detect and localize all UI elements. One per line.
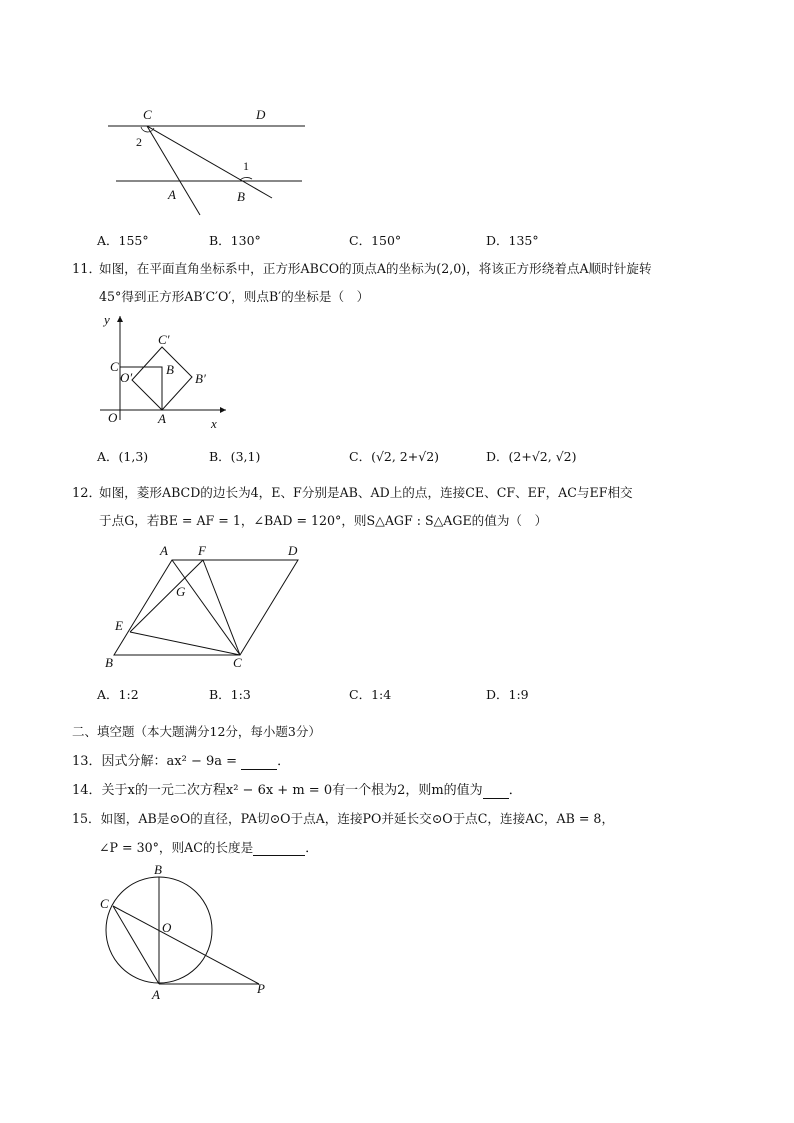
q13-line [72, 750, 290, 770]
fig10-label-1: 1 [243, 159, 249, 173]
q14-line [72, 779, 522, 799]
section-fill-in-heading: 二、填空题（本大题满分12分，每小题3分） [72, 724, 321, 739]
q13-answer-blank [241, 754, 277, 770]
fig15-label-A: A [152, 987, 160, 1002]
q12-option-c: C．1:4 [349, 687, 392, 702]
q15-line2 [99, 837, 318, 856]
q10-option-a: A．155° [97, 233, 149, 248]
q12-text-line2: 于点G，若BE = AF = 1，∠BAD = 120°，则S△AGF : S△AGE的值为（ ） [99, 513, 548, 528]
q15-end: ． [305, 840, 318, 855]
q13-text: 13．因式分解：ax² − 9a = [72, 754, 242, 769]
fig11-label-Bprime: B′ [195, 371, 206, 386]
fig11-label-Oprime: O′ [120, 370, 133, 385]
q15-answer-blank [253, 840, 305, 856]
fig15-label-B: B [154, 862, 162, 877]
fig11-label-A: A [158, 411, 166, 426]
q10-option-b: B．130° [209, 233, 261, 248]
q12-number: 12． [72, 486, 102, 501]
q11-option-c: C．(√2, 2+√2) [349, 449, 440, 464]
q11-text-line1: 如图，在平面直角坐标系中，正方形ABCO的顶点A的坐标为(2,0)，将该正方形绕着点A顺时针旋转 [99, 261, 652, 276]
figure-q15-circle-tangent [96, 860, 281, 1005]
fig15-label-O: O [162, 920, 172, 935]
q15-text-line1: 15．如图，AB是⊙O的直径，PA切⊙O于点A，连接PO并延长交⊙O于点C，连接AC，AB = 8， [72, 811, 615, 826]
fig15-label-C: C [100, 896, 109, 911]
q12-text-line1: 如图，菱形ABCD的边长为4，E、F分别是AB、AD上的点，连接CE、CF、EF，AC与EF相交 [99, 485, 633, 500]
fig15-label-P: P [257, 981, 265, 996]
q10-option-c: C．150° [349, 233, 402, 248]
q15-text-line2: ∠P = 30°，则AC的长度是 [99, 840, 254, 855]
fig12-label-F: F [198, 543, 206, 558]
fig12-label-D: D [288, 543, 298, 558]
fig11-label-y: y [104, 312, 110, 327]
fig11-label-C: C [110, 359, 119, 374]
q10-option-d: D．135° [486, 233, 539, 248]
fig12-label-B: B [105, 655, 113, 670]
q11-number: 11． [72, 262, 102, 277]
fig10-label-B: B [237, 189, 245, 204]
figure-q11-coordinate-squares [96, 310, 246, 435]
q12-option-d: D．1:9 [486, 687, 529, 702]
q11-text-line2: 45°得到正方形AB′C′O′，则点B′的坐标是（ ） [99, 289, 370, 304]
q14-answer-blank [483, 783, 509, 799]
fig10-label-D: D [256, 107, 266, 122]
q14-end: ． [508, 783, 522, 798]
q12-option-b: B．1:3 [209, 687, 251, 702]
q11-option-b: B．(3,1) [209, 449, 261, 464]
fig11-label-B: B [166, 362, 174, 377]
fig12-label-C: C [233, 655, 242, 670]
fig11-label-x: x [211, 416, 217, 431]
figure-q12-rhombus [100, 538, 320, 673]
fig10-label-2: 2 [136, 135, 142, 149]
fig11-label-Cprime: C′ [158, 332, 170, 347]
fig12-label-A: A [160, 543, 168, 558]
q11-option-d: D．(2+√2, √2) [486, 449, 577, 464]
fig10-label-C: C [143, 107, 152, 122]
fig10-label-A: A [168, 187, 176, 202]
figure-q10-parallel-lines [100, 100, 320, 230]
fig12-label-E: E [115, 618, 123, 633]
q11-option-a: A．(1,3) [97, 449, 149, 464]
fig12-label-G: G [176, 584, 186, 599]
q13-end: ． [277, 754, 291, 769]
q14-text: 14．关于x的一元二次方程x² − 6x + m = 0有一个根为2，则m的值为 [72, 783, 483, 798]
q12-option-a: A．1:2 [97, 687, 139, 702]
fig11-label-O: O [108, 410, 118, 425]
